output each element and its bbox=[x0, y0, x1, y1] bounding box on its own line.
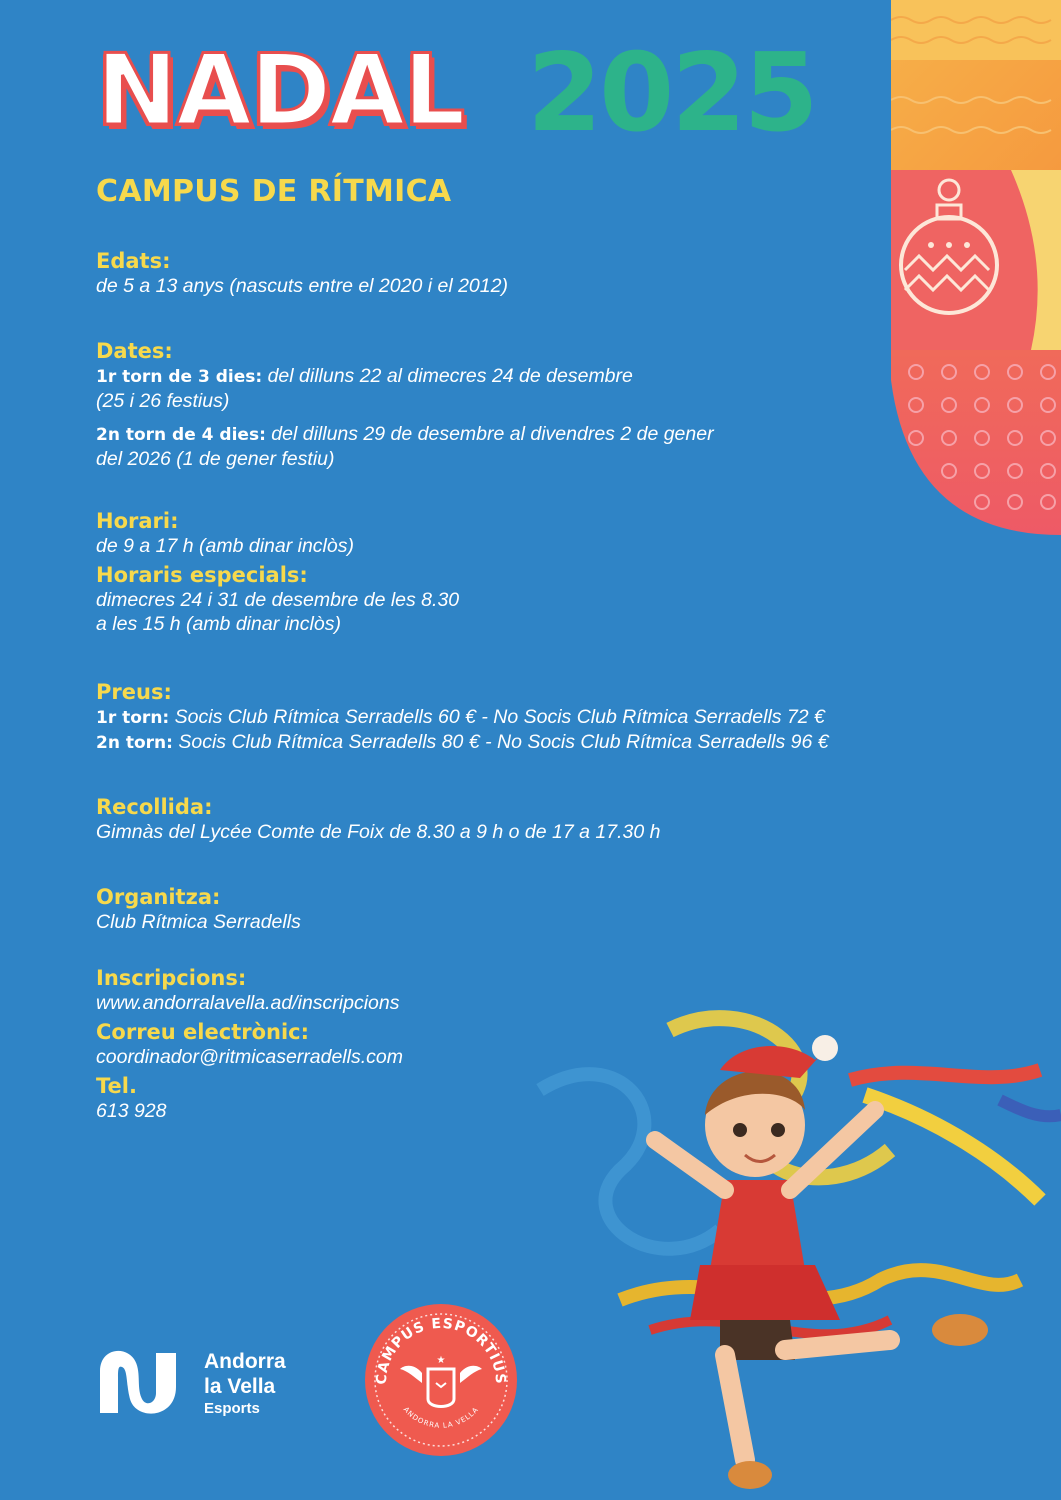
dates-turn2-label: 2n torn de 4 dies: bbox=[96, 425, 266, 445]
preus-turn1 bbox=[96, 705, 976, 730]
horari-special-line2: a les 15 h (amb dinar inclòs) bbox=[96, 613, 341, 635]
andorra-logo-mark bbox=[96, 1343, 188, 1415]
dates-turn2-text: del dilluns 29 de desembre al divendres 2 de gener bbox=[265, 423, 714, 445]
section-organitza bbox=[96, 884, 976, 934]
preus-turn2-label: 2n torn: bbox=[96, 733, 173, 753]
horari-special-line1: dimecres 24 i 31 de desembre de les 8.30 bbox=[96, 589, 460, 611]
edats-heading: Edats: bbox=[96, 249, 171, 273]
horari-heading: Horari: bbox=[96, 509, 179, 533]
preus-turn2 bbox=[96, 730, 976, 755]
inscripcions-link[interactable]: www.andorralavella.ad/inscripcions bbox=[96, 992, 400, 1014]
correu-email[interactable]: coordinador@ritmicaserradells.com bbox=[96, 1046, 403, 1068]
section-recollida bbox=[96, 794, 976, 844]
section-edats bbox=[96, 248, 976, 298]
organitza-heading: Organitza: bbox=[96, 885, 221, 909]
tel-heading: Tel. bbox=[96, 1074, 137, 1098]
preus-heading: Preus: bbox=[96, 680, 172, 704]
recollida-text: Gimnàs del Lycée Comte de Foix de 8.30 a 9 h o de 17 a 17.30 h bbox=[96, 821, 661, 843]
dates-turn1 bbox=[96, 364, 976, 389]
horari-special-heading: Horaris especials: bbox=[96, 563, 308, 587]
tel-number: 613 928 bbox=[96, 1100, 167, 1122]
andorra-la-vella-logo bbox=[96, 1343, 316, 1423]
recollida-heading: Recollida: bbox=[96, 795, 213, 819]
campus-esportius-logo bbox=[364, 1303, 518, 1457]
andorra-logo-text bbox=[204, 1349, 286, 1419]
preus-turn1-label: 1r torn: bbox=[96, 708, 170, 728]
andorra-logo-line3: Esports bbox=[204, 1400, 260, 1417]
organitza-text: Club Rítmica Serradells bbox=[96, 911, 301, 933]
inscripcions-heading: Inscripcions: bbox=[96, 966, 247, 990]
campus-logo-bottom-text: ANDORRA LA VELLA bbox=[401, 1405, 481, 1430]
section-dates bbox=[96, 338, 976, 471]
horari-text: de 9 a 17 h (amb dinar inclòs) bbox=[96, 535, 354, 557]
andorra-logo-line1: Andorra bbox=[204, 1350, 286, 1373]
preus-turn1-text: Socis Club Rítmica Serradells 60 € - No Socis Club Rítmica Serradells 72 € bbox=[169, 706, 825, 728]
campus-logo-top-text: CAMPUS ESPORTIUS bbox=[373, 1315, 509, 1386]
dates-turn2 bbox=[96, 422, 976, 447]
title-year: 2025 bbox=[527, 31, 816, 156]
dates-heading: Dates: bbox=[96, 339, 173, 363]
dates-turn1-text: del dilluns 22 al dimecres 24 de desembre bbox=[262, 365, 633, 387]
subtitle: CAMPUS DE RÍTMICA bbox=[96, 174, 452, 209]
andorra-logo-line2: la Vella bbox=[204, 1375, 276, 1398]
svg-text:★: ★ bbox=[436, 1355, 446, 1366]
title-word: NADAL bbox=[96, 34, 464, 148]
preus-turn2-text: Socis Club Rítmica Serradells 80 € - No Socis Club Rítmica Serradells 96 € bbox=[172, 731, 829, 753]
section-preus bbox=[96, 679, 976, 755]
correu-heading: Correu electrònic: bbox=[96, 1020, 310, 1044]
dates-turn2-note: del 2026 (1 de gener festiu) bbox=[96, 448, 335, 470]
edats-text: de 5 a 13 anys (nascuts entre el 2020 i el 2012) bbox=[96, 275, 508, 297]
dates-turn1-note: (25 i 26 festius) bbox=[96, 390, 230, 412]
dates-turn1-label: 1r torn de 3 dies: bbox=[96, 367, 263, 387]
section-horari bbox=[96, 508, 976, 636]
